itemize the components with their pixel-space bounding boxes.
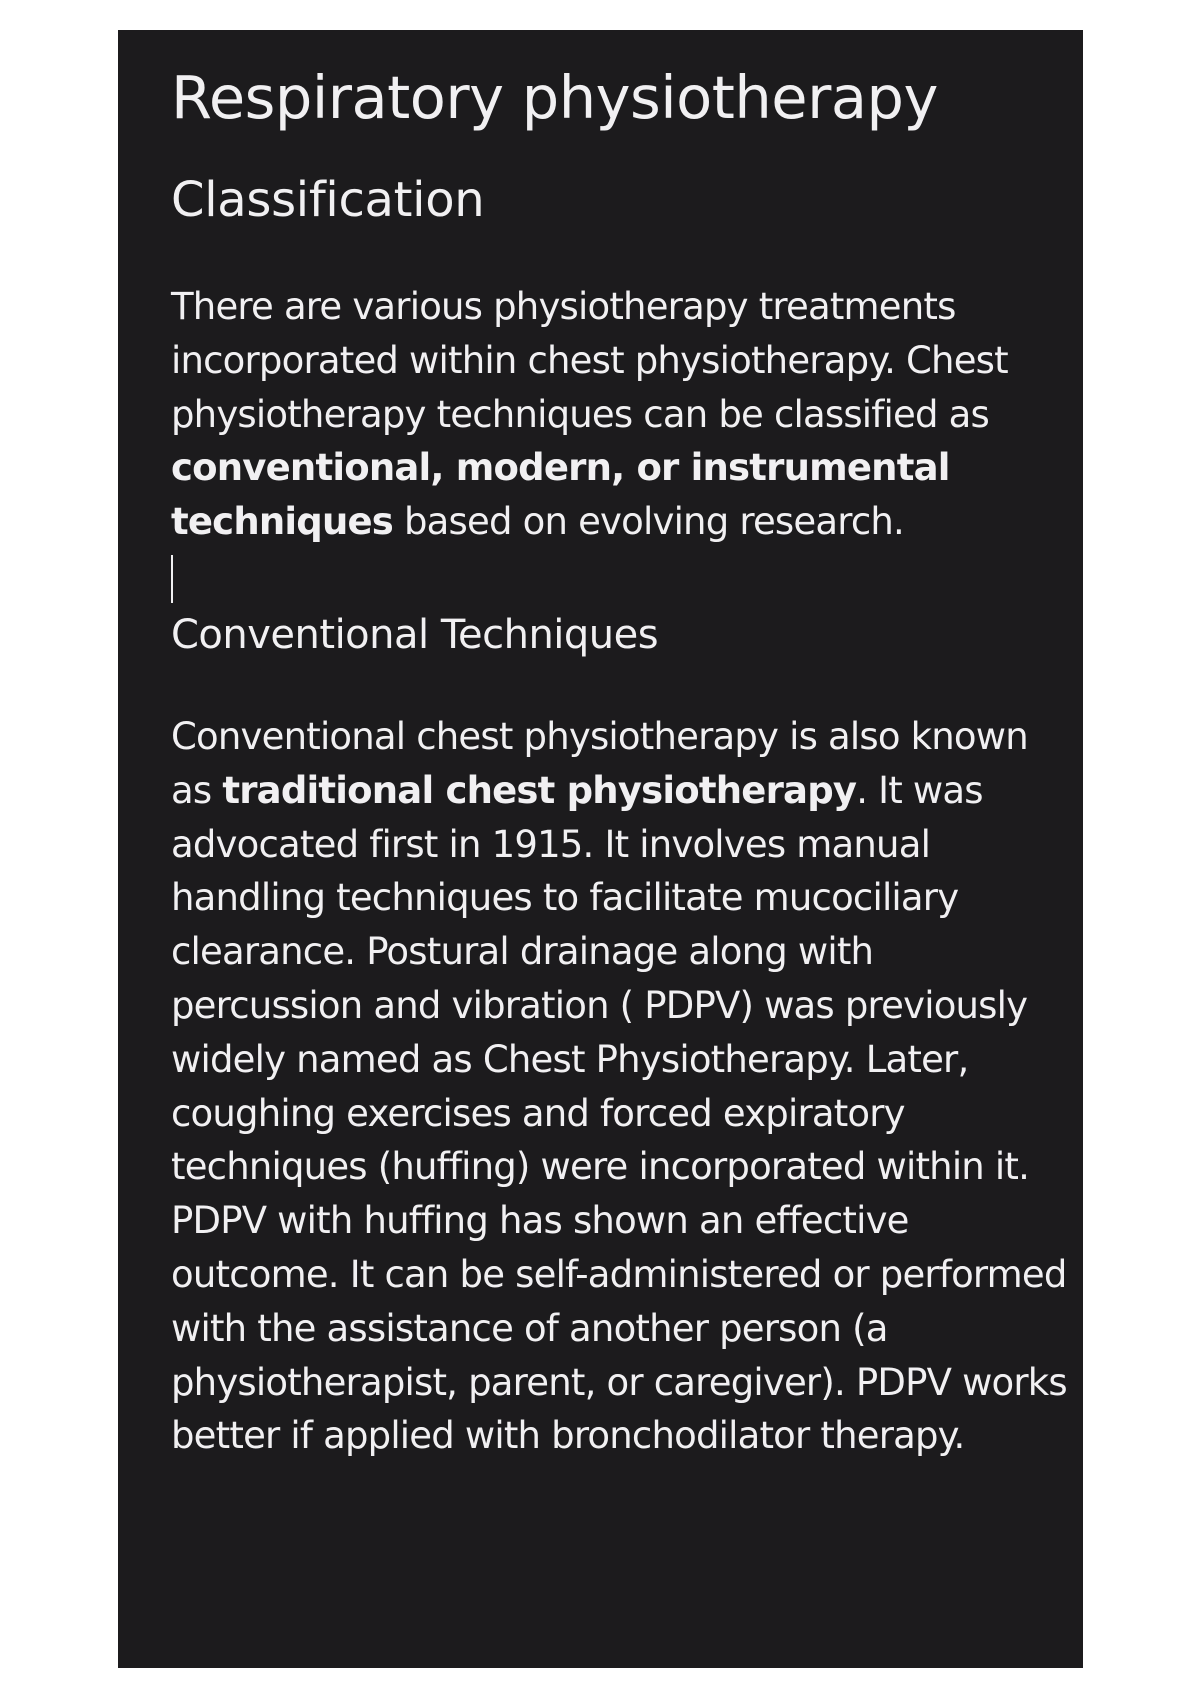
paragraph-text: based on evolving research. [393, 500, 904, 544]
paragraph-text: Conventional chest physiotherapy is also known as [171, 714, 1028, 812]
document-title: Respiratory physiotherapy [171, 63, 938, 132]
paragraph-conventional[interactable] [171, 710, 1071, 1463]
text-cursor [171, 555, 173, 603]
paragraph-bold-text: traditional chest physiotherapy [222, 768, 857, 812]
paragraph-text: . It was advocated first in 1915. It involves manual handling techniques to facilitate mucociliary clearance. Postural drainage along with percussion and vibration ( PDPV) was previously widely named as Chest Physiotherapy. Later, coughing exercises and forced expiratory techniques (huffing) were incorporated within it. PDPV with huffing has shown an effective outcome. It can be self-administered or performed with the assistance of another person (a physiotherapist, parent, or caregiver). PDPV works better if applied with bronchodilator therapy. [171, 768, 1067, 1458]
document-panel [118, 30, 1083, 1668]
paragraph-bold-text: conventional, modern, or instrumental techniques [171, 446, 950, 544]
section-heading: Classification [171, 172, 485, 228]
subheading-conventional-techniques: Conventional Techniques [171, 611, 659, 658]
paragraph-text: There are various physiotherapy treatments incorporated within chest physiotherapy. Chest physiotherapy techniques can be classified as [171, 285, 1008, 436]
paragraph-classification[interactable] [171, 280, 1071, 549]
